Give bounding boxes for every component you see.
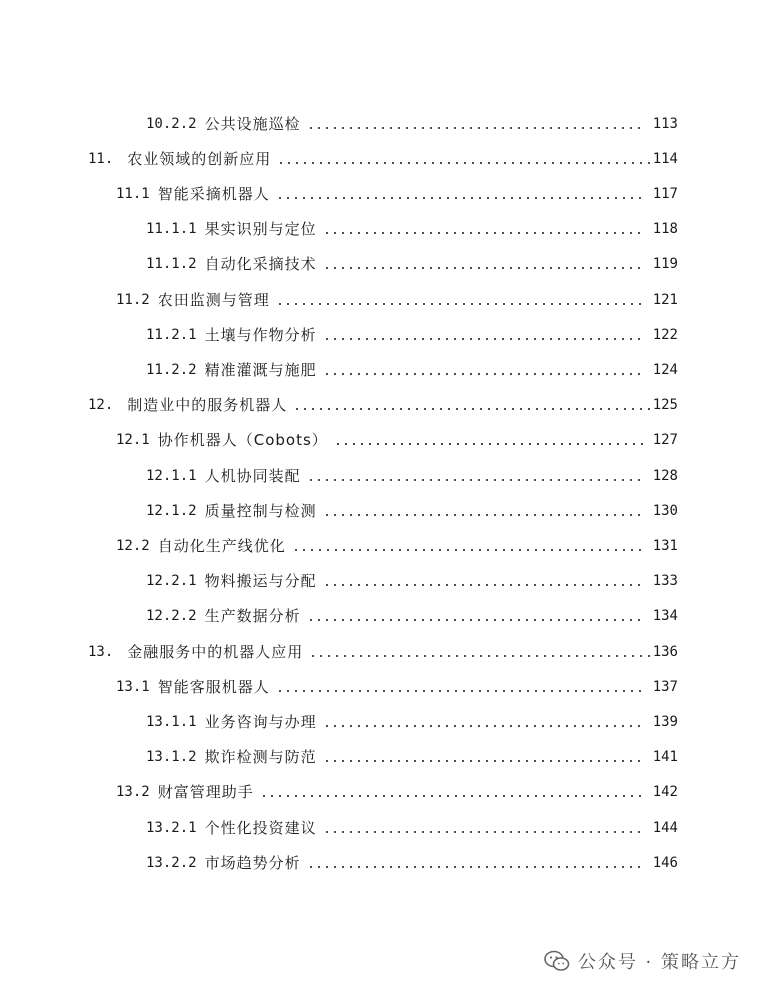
toc-entry-number: 12.1.1 <box>146 467 197 484</box>
toc-entry-page: 122 <box>652 326 678 343</box>
toc-leader-dots <box>309 655 650 657</box>
toc-entry <box>146 845 678 880</box>
toc-entry-number: 11.1.1 <box>146 221 197 238</box>
toc-entry-page: 137 <box>652 678 678 695</box>
toc-entry-title: 物料搬运与分配 <box>204 572 317 591</box>
toc-entry-number: 13.2.1 <box>146 819 197 836</box>
toc-entry <box>116 669 678 704</box>
toc-entry <box>116 176 678 211</box>
toc-entry-page: 121 <box>652 291 678 308</box>
toc-entry <box>146 317 678 352</box>
toc-entry-page: 118 <box>652 221 678 238</box>
toc-entry-number: 10.2.2 <box>146 115 197 132</box>
toc-entry-page: 130 <box>652 502 678 519</box>
toc-entry-page: 144 <box>652 819 678 836</box>
toc-entry <box>146 458 678 493</box>
toc-entry-title: 自动化采摘技术 <box>204 255 317 274</box>
toc-entry <box>116 282 678 317</box>
toc-entry <box>146 247 678 282</box>
watermark <box>544 948 741 974</box>
toc-entry-number: 13.2 <box>116 784 150 801</box>
toc-entry <box>88 634 678 669</box>
toc-entry-title: 智能采摘机器人 <box>157 184 270 203</box>
toc-entry-number: 11.1 <box>116 185 150 202</box>
toc-entry-title: 财富管理助手 <box>157 783 254 802</box>
toc-entry <box>146 352 678 387</box>
toc-entry-number: 12.1.2 <box>146 502 197 519</box>
toc-leader-dots <box>293 408 650 410</box>
toc-entry <box>146 106 678 141</box>
toc-entry-title: 果实识别与定位 <box>204 220 317 239</box>
toc-entry-title: 个性化投资建议 <box>204 818 317 837</box>
toc-entry-number: 11. <box>88 150 114 167</box>
toc-entry <box>88 388 678 423</box>
toc-entry-title: 市场趋势分析 <box>204 853 301 872</box>
toc-entry-page: 134 <box>652 608 678 625</box>
toc-entry-number: 13.1.2 <box>146 749 197 766</box>
toc-entry-title: 协作机器人（Cobots） <box>157 431 328 450</box>
toc-entry <box>146 564 678 599</box>
toc-entry <box>146 810 678 845</box>
toc-entry-title: 土壤与作物分析 <box>204 325 317 344</box>
toc-leader-dots <box>276 303 646 305</box>
toc-entry-page: 131 <box>652 537 678 554</box>
toc-entry-number: 13.1.1 <box>146 713 197 730</box>
toc-leader-dots <box>334 443 646 445</box>
toc-entry <box>116 775 678 810</box>
toc-entry-page: 142 <box>652 784 678 801</box>
toc-entry-number: 12.2.1 <box>146 573 197 590</box>
watermark-text: 公众号 · 策略立方 <box>577 952 741 973</box>
toc-entry-number: 11.1.2 <box>146 256 197 273</box>
toc-entry-number: 12.1 <box>116 432 150 449</box>
toc-leader-dots <box>323 584 646 586</box>
toc-entry-title: 制造业中的服务机器人 <box>127 396 288 415</box>
toc-leader-dots <box>323 831 646 833</box>
toc-entry-title: 精准灌溉与施肥 <box>204 360 317 379</box>
toc-entry-page: 136 <box>652 643 678 660</box>
toc-entry-title: 生产数据分析 <box>204 607 301 626</box>
toc-leader-dots <box>323 725 646 727</box>
toc-entry <box>146 704 678 739</box>
toc-leader-dots <box>307 479 646 481</box>
toc-entry-title: 自动化生产线优化 <box>157 536 286 555</box>
toc-entry-page: 125 <box>652 397 678 414</box>
toc-entry-page: 113 <box>652 115 678 132</box>
toc-entry-page: 119 <box>652 256 678 273</box>
toc-leader-dots <box>323 760 646 762</box>
toc-entry-number: 12.2.2 <box>146 608 197 625</box>
toc-entry-page: 117 <box>652 185 678 202</box>
toc-leader-dots <box>323 373 646 375</box>
toc-leader-dots <box>307 619 646 621</box>
toc-entry-page: 127 <box>652 432 678 449</box>
toc-entry-page: 128 <box>652 467 678 484</box>
toc-leader-dots <box>292 549 646 551</box>
toc-entry-page: 146 <box>652 854 678 871</box>
toc-leader-dots <box>307 127 646 129</box>
toc-entry <box>88 141 678 176</box>
toc-entry-title: 欺诈检测与防范 <box>204 748 317 767</box>
toc-entry <box>146 493 678 528</box>
toc-leader-dots <box>323 232 646 234</box>
toc-leader-dots <box>277 162 650 164</box>
toc-entry-page: 124 <box>652 361 678 378</box>
toc-entry <box>116 528 678 563</box>
toc-entry-title: 人机协同装配 <box>204 466 301 485</box>
toc-entry <box>116 423 678 458</box>
toc-entry-title: 质量控制与检测 <box>204 501 317 520</box>
toc-entry-title: 农业领域的创新应用 <box>127 149 272 168</box>
toc-entry-title: 金融服务中的机器人应用 <box>127 642 304 661</box>
toc-entry-number: 13.1 <box>116 678 150 695</box>
toc-entry-number: 11.2.2 <box>146 361 197 378</box>
toc-entry <box>146 740 678 775</box>
wechat-icon <box>544 950 570 972</box>
toc-leader-dots <box>323 514 646 516</box>
toc-entry-title: 公共设施巡检 <box>204 114 301 133</box>
toc-leader-dots <box>323 267 646 269</box>
toc-entry-page: 133 <box>652 573 678 590</box>
toc-leader-dots <box>260 795 646 797</box>
toc-entry <box>146 599 678 634</box>
toc-entry-number: 11.2 <box>116 291 150 308</box>
toc-leader-dots <box>276 690 646 692</box>
toc-leader-dots <box>323 338 646 340</box>
toc-entry-number: 13.2.2 <box>146 854 197 871</box>
toc-entry-number: 13. <box>88 643 114 660</box>
toc-leader-dots <box>307 866 646 868</box>
toc-entry-number: 11.2.1 <box>146 326 197 343</box>
toc-entry-title: 智能客服机器人 <box>157 677 270 696</box>
toc-entry-number: 12. <box>88 397 114 414</box>
toc-entry <box>146 212 678 247</box>
toc-entry-page: 139 <box>652 713 678 730</box>
toc-entry-page: 114 <box>652 150 678 167</box>
toc-entry-number: 12.2 <box>116 537 150 554</box>
toc-entry-title: 农田监测与管理 <box>157 290 270 309</box>
toc-entry-page: 141 <box>652 749 678 766</box>
toc-leader-dots <box>276 197 646 199</box>
toc-entry-title: 业务咨询与办理 <box>204 712 317 731</box>
